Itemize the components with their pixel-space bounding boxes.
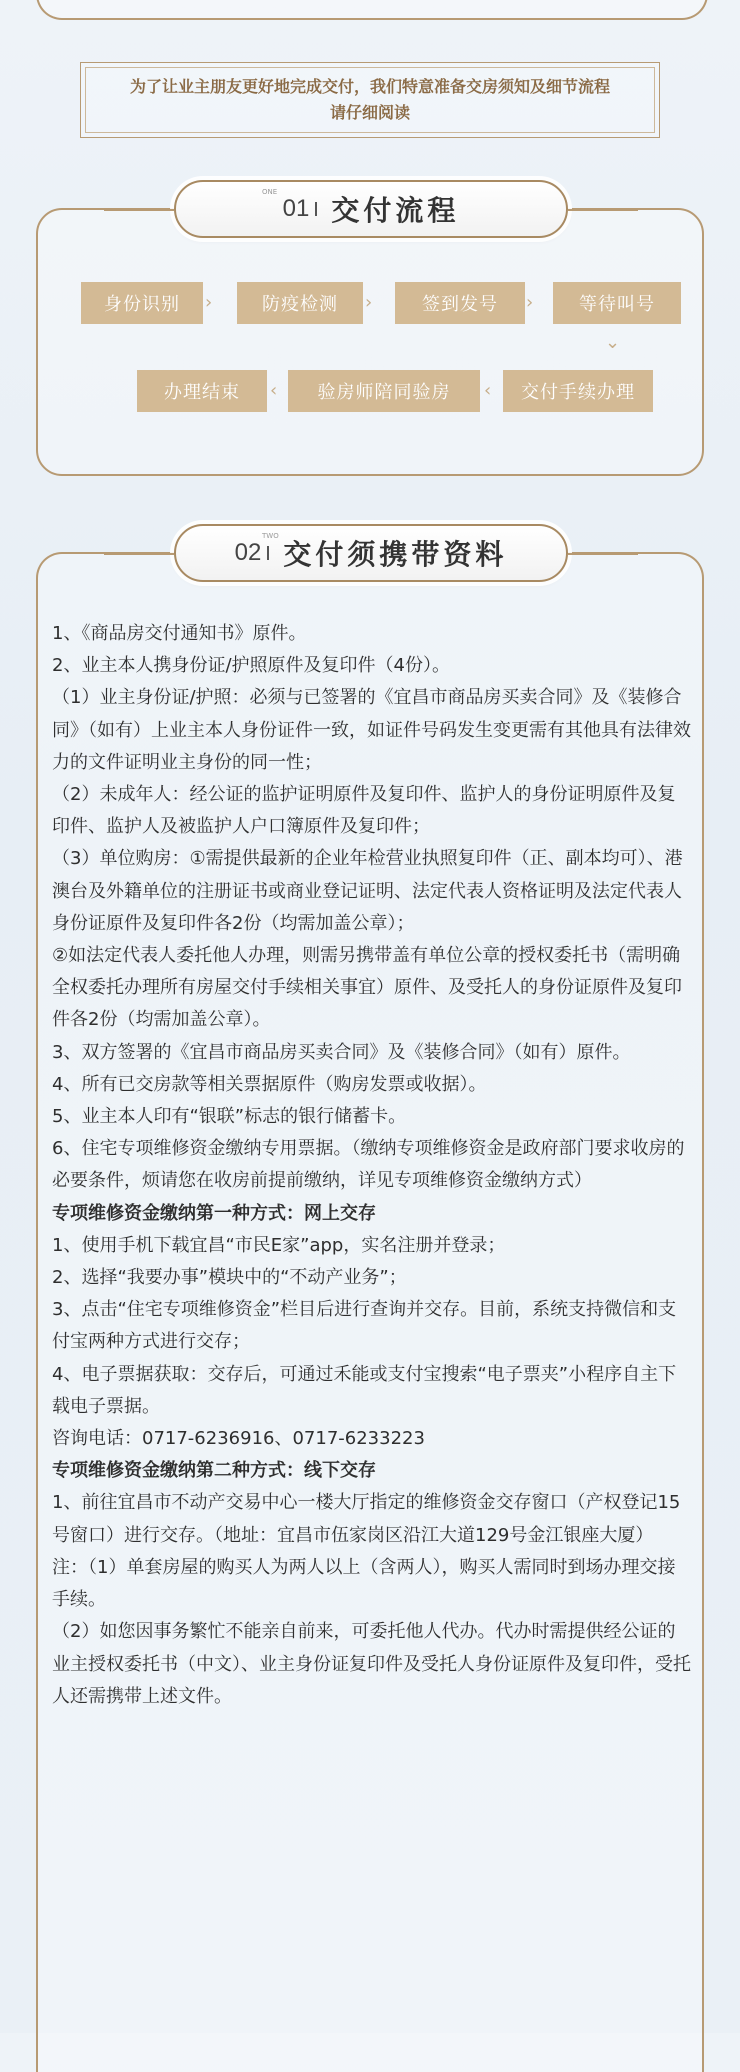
note-item: （2）如您因事务繁忙不能亲自前来，可委托他人代办。代办时需提供经公证的业主授权委托书（中文）、业主身份证复印件及受托人身份证原件及复印件，受托人还需携带上述文件。: [52, 1621, 691, 1707]
section1-title-pill: [174, 180, 568, 238]
section2-title: 交付须携带资料: [283, 538, 508, 571]
section2-small-label: TWO: [262, 532, 279, 540]
arrow-right-icon: ›: [365, 292, 373, 313]
step-end: 办理结束: [137, 370, 267, 412]
section2-number: 02: [234, 539, 262, 566]
section1-number: 01: [282, 195, 310, 222]
top-frame-fragment: [36, 0, 708, 20]
subheading-offline: 专项维修资金缴纳第二种方式：线下交存: [52, 1460, 376, 1482]
arrow-right-icon: ›: [205, 292, 213, 313]
arrow-left-icon: ‹: [484, 380, 492, 401]
doc-item: （2）未成年人：经公证的监护证明原件及复印件、监护人的身份证明原件及复印件、监护人及被监护人户口簿原件及复印件；: [52, 784, 676, 838]
documents-content: [52, 618, 692, 1713]
doc-item: 6、住宅专项维修资金缴纳专用票据。（缴纳专项维修资金是政府部门要求收房的必要条件，烦请您在收房前提前缴纳，详见专项维修资金缴纳方式）: [52, 1138, 685, 1192]
notice-box: [80, 62, 660, 138]
section1-small-label: ONE: [262, 188, 278, 196]
section1-title: 交付流程: [331, 194, 460, 227]
doc-item: 1、使用手机下载宜昌“市民E家”app，实名注册并登录；: [52, 1234, 506, 1256]
doc-item: 2、业主本人携身份证/护照原件及复印件（4份）。: [52, 655, 450, 677]
section2-title-pill: [174, 524, 568, 582]
note-item: 注：（1）单套房屋的购买人为两人以上（含两人），购买人需同时到场办理交接手续。: [52, 1556, 676, 1611]
notice-line-2: 请仔细阅读: [329, 103, 410, 122]
doc-item: 5、业主本人印有“银联”标志的银行储蓄卡。: [52, 1106, 407, 1128]
divider: [315, 202, 317, 216]
section-delivery-process: [36, 208, 704, 476]
step-identity: 身份识别: [81, 282, 203, 324]
divider: [267, 546, 269, 560]
step-procedures: 交付手续办理: [503, 370, 653, 412]
arrow-right-icon: ›: [526, 292, 534, 313]
doc-item: 4、所有已交房款等相关票据原件（购房发票或收据）。: [52, 1073, 487, 1095]
step-signin: 签到发号: [395, 282, 525, 324]
arrow-left-icon: ‹: [270, 380, 278, 401]
doc-item: 1、《商品房交付通知书》原件。: [52, 623, 307, 644]
contact-phone: 咨询电话：0717-6236916、0717-6233223: [52, 1428, 425, 1450]
doc-item: 3、双方签署的《宜昌市商品房买卖合同》及《装修合同》（如有）原件。: [52, 1041, 631, 1063]
subheading-online: 专项维修资金缴纳第一种方式：网上交存: [52, 1202, 376, 1224]
notice-line-1: 为了让业主朋友更好地完成交付，我们特意准备交房须知及细节流程: [129, 77, 610, 96]
step-epidemic-check: 防疫检测: [237, 282, 363, 324]
arrow-down-icon: ⌄: [605, 332, 621, 353]
doc-item: （1）业主身份证/护照：必须与已签署的《宜昌市商品房买卖合同》及《装修合同》（如有）上业主本人身份证件一致，如证件号码发生变更需有其他具有法律效力的文件证明业主身份的同一性；: [52, 687, 691, 773]
doc-item: 4、电子票据获取：交存后，可通过禾能或支付宝搜索“电子票夹”小程序自主下载电子票据。: [52, 1363, 677, 1417]
step-inspection: 验房师陪同验房: [288, 370, 480, 412]
doc-item: 2、选择“我要办事”模块中的“不动产业务”；: [52, 1267, 407, 1289]
doc-item: （3）单位购房：①需提供最新的企业年检营业执照复印件（正、副本均可）、港澳台及外籍单位的注册证书或商业登记证明、法定代表人资格证明及法定代表人身份证原件及复印件各2份（均需加盖公章）；: [52, 848, 683, 934]
doc-item: ②如法定代表人委托他人办理，则需另携带盖有单位公章的授权委托书（需明确全权委托办理所有房屋交付手续相关事宜）原件、及受托人的身份证原件及复印件各2份（均需加盖公章）。: [52, 945, 682, 1031]
doc-item: 3、点击“住宅专项维修资金”栏目后进行查询并交存。目前，系统支持微信和支付宝两种方式进行交存；: [52, 1299, 677, 1353]
step-waiting: 等待叫号: [553, 282, 681, 324]
doc-item: 1、前往宜昌市不动产交易中心一楼大厅指定的维修资金交存窗口（产权登记15号窗口）进行交存。（地址：宜昌市伍家岗区沿江大道129号金江银座大厦）: [52, 1492, 681, 1546]
